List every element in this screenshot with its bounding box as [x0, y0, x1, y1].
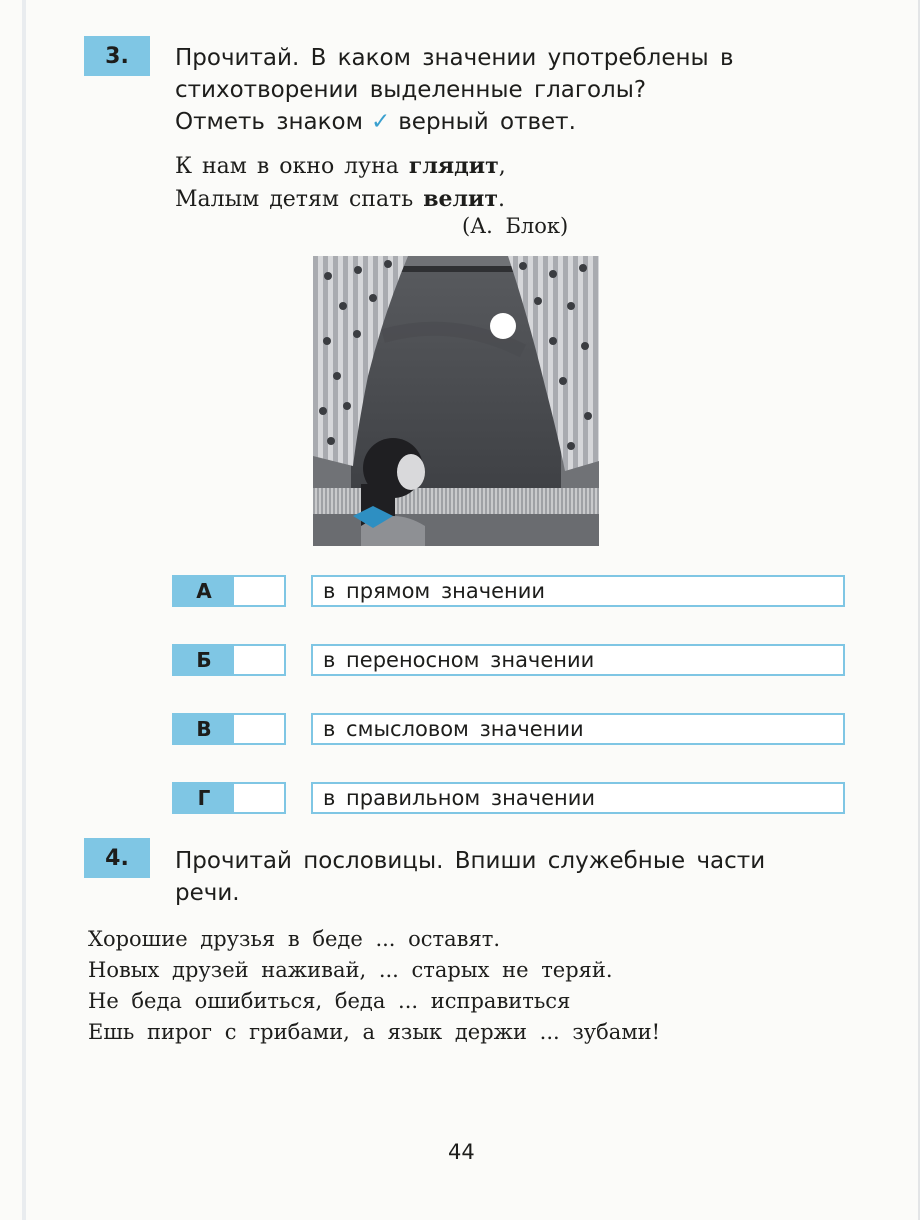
poem-author: (А. Блок)	[462, 214, 569, 238]
window-sill	[313, 488, 599, 514]
poem-verb-2: велит	[423, 186, 498, 212]
page-number: 44	[448, 1140, 475, 1164]
option-b-letter: Б	[174, 646, 234, 674]
task-3-line-3	[175, 106, 734, 138]
moon	[490, 313, 516, 339]
task-3-instruction	[175, 42, 734, 138]
task-4-line-1: Прочитай пословицы. Впиши служебные части	[175, 848, 766, 874]
poem-line-2-end: .	[497, 187, 505, 212]
option-c-text: в смысловом значении	[311, 713, 845, 745]
task-3-line-1: Прочитай. В каком значении употреблены в	[175, 45, 734, 71]
proverb-4: Ешь пирог с грибами, а язык держи ... зубами!	[88, 1020, 661, 1044]
option-c-checkbox[interactable]	[172, 713, 286, 745]
option-d-text: в правильном значении	[311, 782, 845, 814]
option-b-text: в переносном значении	[311, 644, 845, 676]
option-c-letter: В	[174, 715, 234, 743]
poem-line-1-end: ,	[498, 154, 506, 179]
option-a-letter: А	[174, 577, 234, 605]
task-4-number: 4.	[84, 838, 150, 878]
task-4-line-2: речи.	[175, 880, 240, 906]
option-d-letter: Г	[174, 784, 234, 812]
option-a-checkbox[interactable]	[172, 575, 286, 607]
poem	[175, 150, 506, 216]
proverb-3: Не беда ошибиться, беда ... исправиться	[88, 989, 571, 1013]
girl-face	[397, 454, 425, 490]
proverbs-list	[88, 924, 660, 1048]
option-b-checkbox[interactable]	[172, 644, 286, 676]
task-3-line-3-start: Отметь знаком	[175, 109, 363, 135]
task-3-line-3-end: верный ответ.	[398, 109, 576, 135]
page-binding-edge	[22, 0, 26, 1220]
proverb-1: Хорошие друзья в беде ... оставят.	[88, 927, 501, 951]
check-mark-icon: ✓	[370, 109, 391, 135]
option-a-text: в прямом значении	[311, 575, 845, 607]
option-d-checkbox[interactable]	[172, 782, 286, 814]
task-4-instruction	[175, 845, 765, 909]
illustration-window-moon-girl	[313, 256, 599, 546]
poem-line-1-start: К нам в окно луна	[175, 154, 409, 179]
poem-line-2	[175, 183, 506, 216]
poem-verb-1: глядит	[408, 153, 499, 179]
poem-line-1	[175, 150, 506, 183]
task-3-number: 3.	[84, 36, 150, 76]
proverb-2: Новых друзей наживай, ... старых не теряй.	[88, 958, 613, 982]
poem-line-2-start: Малым детям спать	[175, 187, 424, 212]
task-3-line-2: стихотворении выделенные глаголы?	[175, 77, 647, 103]
